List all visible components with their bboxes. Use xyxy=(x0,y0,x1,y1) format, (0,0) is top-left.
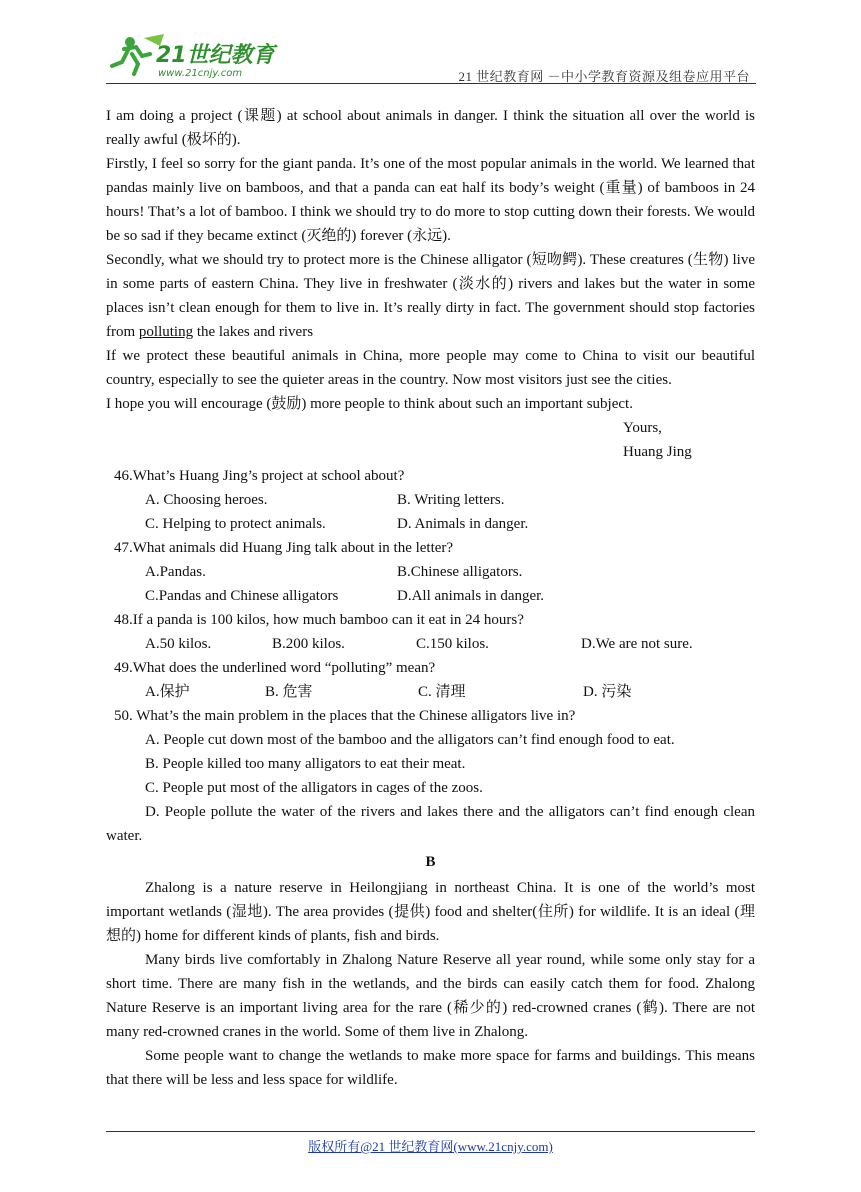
question-47-options-row-1 xyxy=(106,560,755,584)
question-49-option-a: A.保护 xyxy=(145,684,190,700)
question-46-option-c: C. Helping to protect animals. xyxy=(145,516,326,532)
question-48-option-b: B.200 kilos. xyxy=(272,636,345,652)
question-46-options-row-2 xyxy=(106,512,755,536)
passage-a-paragraph-5: I hope you will encourage (鼓励) more people to think about such an important subject. xyxy=(106,396,633,412)
passage-a-paragraph-1: I am doing a project (课题) at school about animals in danger. I think the situation all over the world is really awful (极坏的). xyxy=(106,108,755,148)
section-b-heading: B xyxy=(425,854,436,870)
question-47-stem: 47.What animals did Huang Jing talk about in the letter? xyxy=(114,540,454,556)
question-46-stem: 46.What’s Huang Jing’s project at school about? xyxy=(114,468,405,484)
site-logo xyxy=(106,32,286,80)
header-tagline: 21 世纪教育网 －中小学教育资源及组卷应用平台 xyxy=(458,69,750,84)
question-47-option-a: A.Pandas. xyxy=(145,564,206,580)
question-47-option-b: B.Chinese alligators. xyxy=(397,564,523,580)
question-49-option-c: C. 清理 xyxy=(418,684,466,700)
passage-b-paragraph-2: Many birds live comfortably in Zhalong Nature Reserve all year round, while some only stay for a short time. There are many fish in the wetlands, and the birds can easily catch them for food. Zhalong Nature Reserve is an important living area for the rare (稀少的) red-crowned cranes (鹤). There are not many red-crowned cranes in the world. Some of them live in Zhalong. xyxy=(106,952,755,1040)
logo-url: www.21cnjy.com xyxy=(158,68,243,79)
passage-a-paragraph-4: If we protect these beautiful animals in China, more people may come to China to visit our beautiful country, especially to see the quieter areas in the country. Now most visitors just see the cities. xyxy=(106,348,755,388)
letter-closing: Yours, xyxy=(623,420,662,436)
paragraph-3-text-before: Secondly, what we should try to protect more is the Chinese alligator (短吻鳄). These creatures (生物) live in some parts of eastern China. They live in freshwater (淡水的) rivers and lakes but the water in some places isn’t clean enough for them to live in. It’s really dirty in fact. The government should stop factories from xyxy=(106,252,755,340)
question-48-option-a: A.50 kilos. xyxy=(145,636,212,652)
question-47-option-d: D.All animals in danger. xyxy=(397,588,545,604)
passage-b-paragraph-3: Some people want to change the wetlands to make more space for farms and buildings. This means that there will be less and less space for wildlife. xyxy=(106,1048,755,1088)
question-50-option-c: C. People put most of the alligators in cages of the zoos. xyxy=(145,780,483,796)
question-49-option-b: B. 危害 xyxy=(265,684,313,700)
header-divider xyxy=(106,83,756,84)
question-50-option-d: D. People pollute the water of the rivers and lakes there and the alligators can’t find enough clean water. xyxy=(106,804,755,844)
question-46-option-a: A. Choosing heroes. xyxy=(145,492,268,508)
question-49-stem: 49.What does the underlined word “polluting” mean? xyxy=(114,660,436,676)
question-47-options-row-2 xyxy=(106,584,755,608)
letter-signature: Huang Jing xyxy=(623,444,692,460)
question-48-stem: 48.If a panda is 100 kilos, how much bamboo can it eat in 24 hours? xyxy=(114,612,524,628)
paragraph-3-text-after: the lakes and rivers xyxy=(193,324,314,340)
passage-a-paragraph-2: Firstly, I feel so sorry for the giant panda. It’s one of the most popular animals in the world. We learned that pandas mainly live on bamboos, and that a panda can eat half its body’s weight (重量) of bamboos in 24 hours! That’s a lot of bamboo. I think we should try to do more to stop cutting down their forests. We would be so sad if they became extinct (灭绝的) forever (永远). xyxy=(106,156,755,244)
question-50-option-a: A. People cut down most of the bamboo and the alligators can’t find enough food to eat. xyxy=(145,732,675,748)
underlined-word-polluting: polluting xyxy=(138,324,194,340)
page-header xyxy=(106,30,756,84)
question-49-option-d: D. 污染 xyxy=(583,684,632,700)
passage-a-paragraph-3 xyxy=(106,248,755,344)
footer-divider xyxy=(106,1131,755,1132)
question-46-options-row-1 xyxy=(106,488,755,512)
question-46-option-d: D. Animals in danger. xyxy=(397,516,529,532)
footer-copyright-link[interactable]: 版权所有@21 世纪教育网(www.21cnjy.com) xyxy=(308,1139,553,1154)
document-body xyxy=(106,104,755,1092)
question-47-option-c: C.Pandas and Chinese alligators xyxy=(145,588,339,604)
question-49-options xyxy=(106,680,755,704)
logo-text: 21世纪教育 xyxy=(156,43,275,68)
question-48-options xyxy=(106,632,755,656)
question-50-option-b: B. People killed too many alligators to eat their meat. xyxy=(145,756,466,772)
passage-b-paragraph-1: Zhalong is a nature reserve in Heilongjiang in northeast China. It is one of the world’s most important wetlands (湿地). The area provides (提供) food and shelter(住所) for wildlife. It is an ideal (理想的) home for different kinds of plants, fish and birds. xyxy=(106,880,755,944)
question-48-option-d: D.We are not sure. xyxy=(581,636,693,652)
question-50-stem: 50. What’s the main problem in the places that the Chinese alligators live in? xyxy=(114,708,576,724)
question-46-option-b: B. Writing letters. xyxy=(397,492,505,508)
question-48-option-c: C.150 kilos. xyxy=(416,636,489,652)
